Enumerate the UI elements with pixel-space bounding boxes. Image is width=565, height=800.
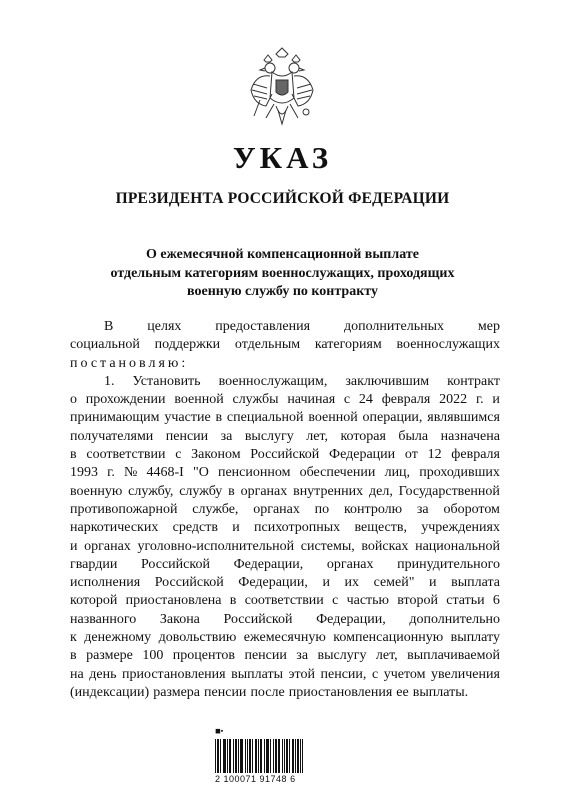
heading-line: военную службу по контракту: [187, 284, 378, 299]
barcode-block: [215, 727, 355, 787]
body-line: получателями пенсии за выслугу лет, которая была назначена: [70, 428, 500, 444]
body-line: 1993 г. № 4468-I "О пенсионном обеспечении лиц, проходивших: [70, 465, 500, 481]
body-line: и органах уголовно-исполнительной системы, войсках национальной: [70, 538, 500, 554]
decree-body: [70, 318, 500, 702]
body-line: исполнения Российской Федерации, и их семей" и выплата: [70, 575, 500, 591]
decree-title: УКАЗ: [232, 140, 333, 175]
body-line: о прохождении военной службы начиная с 24 февраля 2022 г. и: [70, 392, 500, 408]
decree-heading: [60, 246, 505, 302]
heading-line: отдельным категориям военнослужащих, проходящих: [110, 265, 455, 281]
barcode-number: 2 100071 91748 6: [215, 774, 296, 784]
printer-logo-icon: ◼▪: [215, 728, 224, 735]
heading-line: О ежемесячной компенсационной выплате: [146, 247, 419, 262]
body-line: к денежному довольствию ежемесячную компенсационную выплату: [70, 630, 500, 646]
barcode-icon: [215, 739, 305, 773]
body-line: в размере 100 процентов пенсии за выслугу лет, выплачиваемой: [70, 648, 500, 664]
body-line: военную службу, службу в органах внутренних дел, Государственной: [70, 483, 500, 499]
body-line: в соответствии с Законом Российской Федерации от 12 февраля: [70, 447, 500, 463]
body-line: постановляю:: [70, 355, 189, 371]
decree-issuer: ПРЕЗИДЕНТА РОССИЙСКОЙ ФЕДЕРАЦИИ: [115, 190, 450, 207]
body-line: (индексации) размера пенсии после приостановления ее выплаты.: [70, 684, 469, 700]
body-line: названного Закона Российской Федерации, дополнительно: [70, 611, 500, 627]
body-line: 1. Установить военнослужащим, заключившим контракт: [104, 373, 500, 389]
body-line: гвардии Российской Федерации, органах принудительного: [70, 556, 500, 572]
body-line: противопожарной службе, органах по контролю за оборотом: [70, 501, 500, 517]
body-line: В целях предоставления дополнительных мер: [104, 319, 500, 334]
body-line: наркотических средств и психотропных веществ, учреждениях: [70, 520, 500, 536]
coat-of-arms-emblem: [248, 46, 316, 132]
body-line: на день приостановления выплаты этой пенсии, с учетом увеличения: [70, 666, 500, 682]
body-line: социальной поддержки отдельным категориям военнослужащих: [70, 337, 500, 353]
body-line: которой приостановлена в соответствии с частью второй статьи 6: [70, 593, 500, 609]
body-line: принимающим участие в специальной военной операции, являвшимся: [70, 410, 500, 426]
